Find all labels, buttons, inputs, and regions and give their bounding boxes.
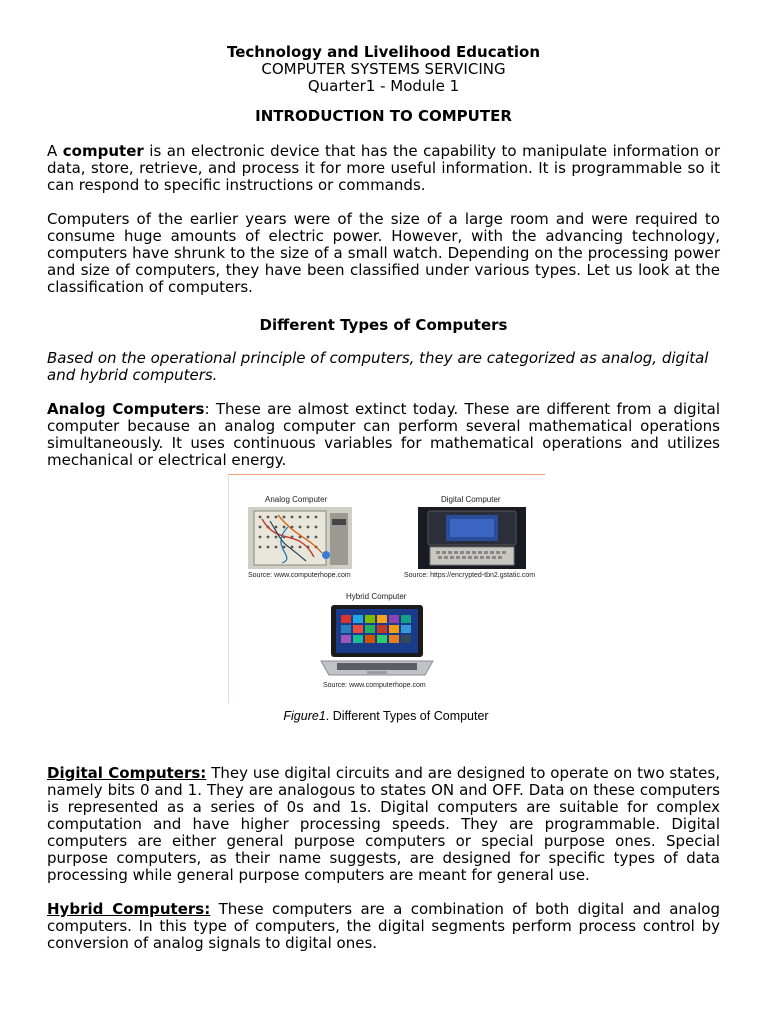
document-subtitle: COMPUTER SYSTEMS SERVICING	[261, 60, 506, 78]
types-intro: Based on the operational principle of computers, they are categorized as analog, digital and hybrid computers.	[47, 349, 709, 384]
digital-text: They use digital circuits and are designed to operate on two states, namely bits 0 and 1. They are analogous to states ON and OFF. Data on these computers is represented as a series of 0s and 1s. Digital computers are suitable for complex computation and have higher processing speeds. They are programmable. Digital computers are either general purpose computers or special purpose ones. Special purpose computers, as their name suggests, are designed for specific types of data processing while general purpose computers are meant for general use.	[47, 764, 720, 884]
document-title: Technology and Livelihood Education	[226, 43, 541, 61]
figure-caption	[228, 709, 544, 723]
digital-computer-label: Digital Computer	[441, 495, 501, 504]
hybrid-computer-image	[317, 603, 437, 679]
intro-lead: A	[47, 142, 63, 160]
analog-computer-label: Analog Computer	[265, 495, 328, 504]
document-page	[47, 40, 720, 469]
history-paragraph: Computers of the earlier years were of the size of a large room and were required to consume huge amounts of electric power. However, with the advancing technology, computers have shrunk to the size of a small watch. Depending on the processing power and size of computers, they have been classified under various types. Let us look at the classification of computers.	[47, 210, 720, 296]
term-digital: Digital Computers:	[47, 764, 207, 782]
hybrid-computer-label: Hybrid Computer	[346, 592, 407, 601]
figure-caption-text: . Different Types of Computer	[325, 709, 489, 723]
section-title: INTRODUCTION TO COMPUTER	[255, 107, 512, 125]
types-heading: Different Types of Computers	[259, 316, 508, 334]
term-computer: computer	[62, 142, 144, 160]
intro-rest: is an electronic device that has the capability to manipulate information or data, store, retrieve, and process it for more useful information. It is programmable so it can respond to specific instructions or commands.	[47, 142, 720, 194]
figure-number: Figure1	[283, 709, 326, 723]
module-label: Quarter1 - Module 1	[307, 77, 460, 95]
digital-source: Source: https://encrypted-tbn2.gstatic.com	[404, 572, 536, 579]
digital-paragraph	[47, 765, 720, 884]
analog-paragraph	[47, 401, 720, 469]
digital-computer-image	[418, 507, 526, 569]
analog-text: : These are almost extinct today. These are different from a digital computer because an analog computer can perform several mathematical operations simultaneously. It uses continuous variables for mathematical operations and utilizes mechanical or electrical energy.	[47, 400, 720, 469]
hybrid-paragraph	[47, 901, 720, 952]
hybrid-source: Source: www.computerhope.com	[323, 682, 426, 689]
term-analog: Analog Computers	[47, 400, 205, 418]
term-hybrid: Hybrid Computers:	[47, 900, 211, 918]
analog-computer-image	[248, 507, 352, 569]
computer-types-figure	[228, 474, 545, 703]
hybrid-text: These computers are a combination of both digital and analog computers. In this type of computers, the digital segments perform process control by conversion of analog signals to digital ones.	[47, 900, 720, 952]
analog-source: Source: www.computerhope.com	[248, 572, 351, 579]
intro-paragraph	[47, 143, 720, 194]
